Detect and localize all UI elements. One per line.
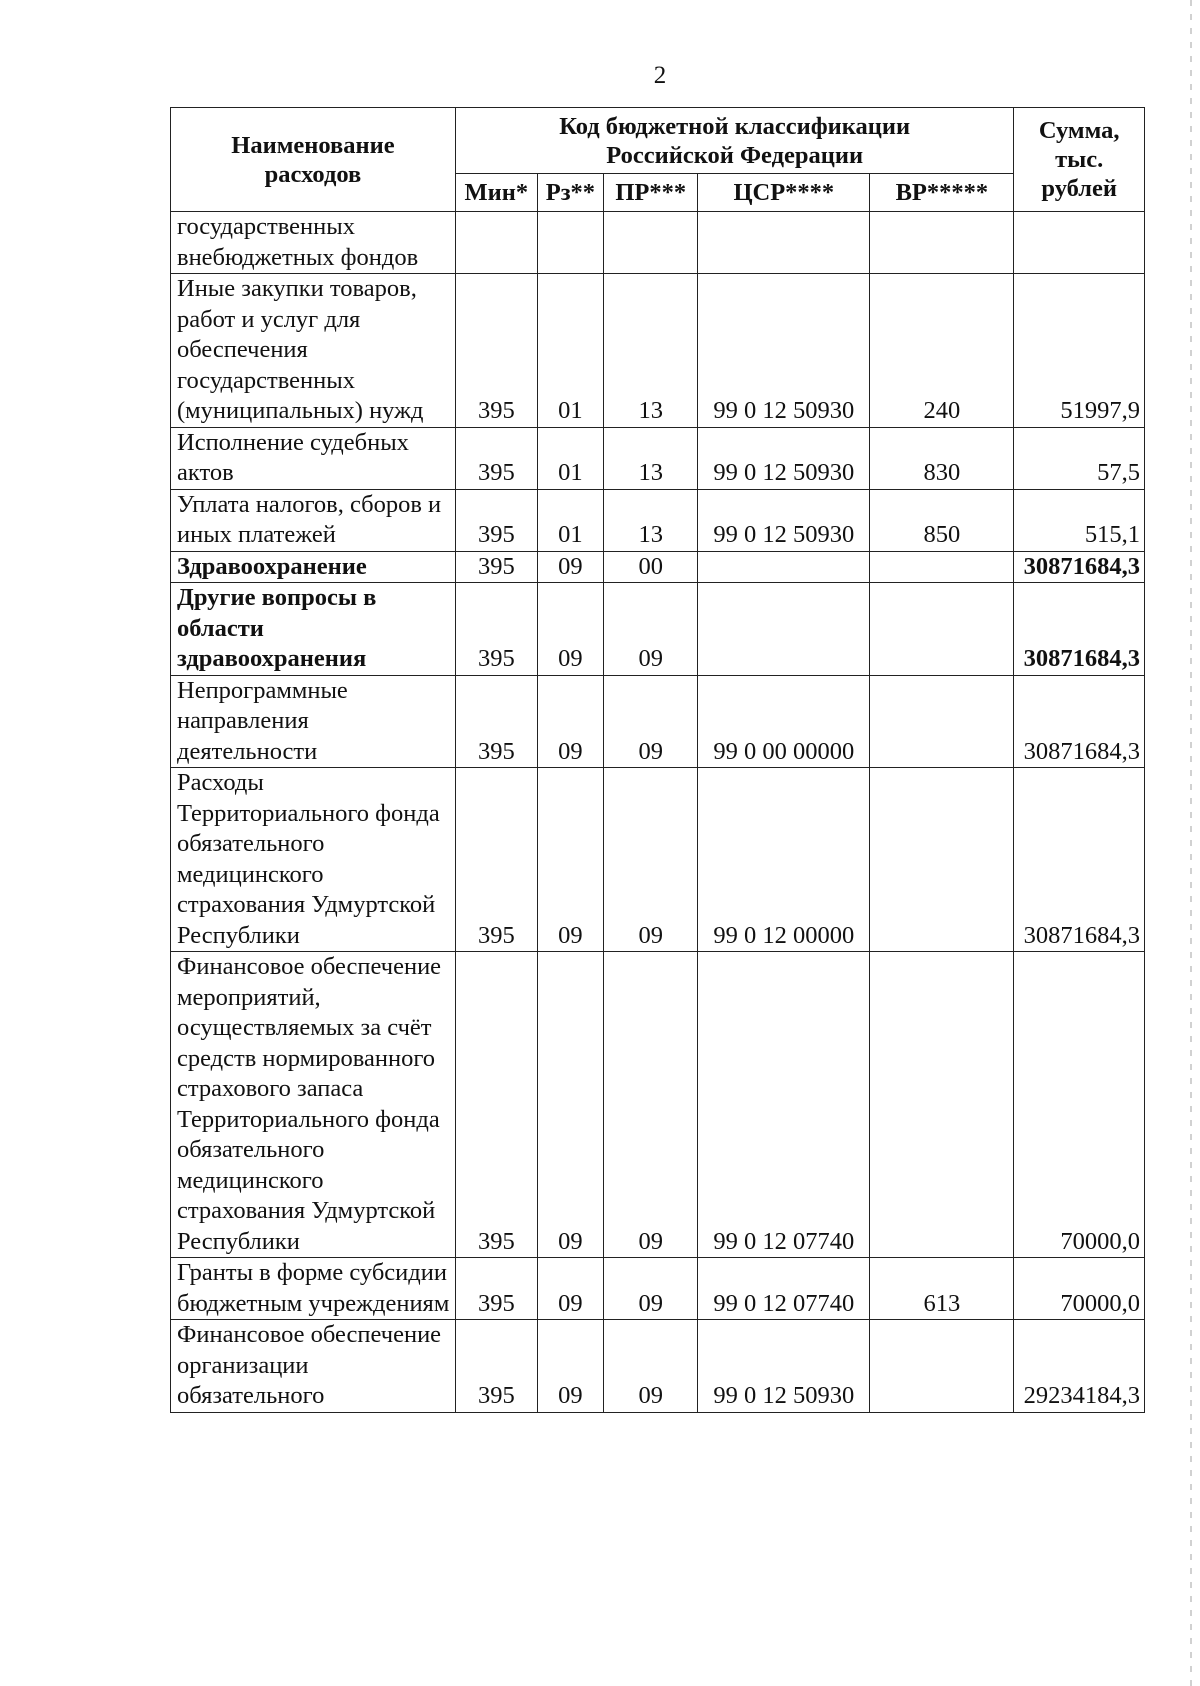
row-min: 395 <box>455 1320 537 1413</box>
row-csr: 99 0 12 50930 <box>698 1320 870 1413</box>
row-sum: 30871684,3 <box>1014 583 1145 676</box>
row-rz: 09 <box>537 768 603 952</box>
row-sum: 70000,0 <box>1014 952 1145 1258</box>
row-rz: 09 <box>537 583 603 676</box>
row-vr <box>870 768 1014 952</box>
table-row <box>171 551 1145 583</box>
table-row <box>171 489 1145 551</box>
row-min: 395 <box>455 489 537 551</box>
row-name: Исполнение судебных актов <box>171 427 456 489</box>
table-row <box>171 274 1145 428</box>
row-csr: 99 0 00 00000 <box>698 675 870 768</box>
row-pr: 09 <box>604 1320 698 1413</box>
row-pr: 09 <box>604 675 698 768</box>
row-min: 395 <box>455 551 537 583</box>
row-name: Уплата налогов, сборов и иных платежей <box>171 489 456 551</box>
row-pr: 09 <box>604 768 698 952</box>
row-vr <box>870 551 1014 583</box>
row-min: 395 <box>455 675 537 768</box>
header-name: Наименование расходов <box>171 108 456 212</box>
row-min: 395 <box>455 768 537 952</box>
header-rz: Рз** <box>537 174 603 212</box>
row-csr: 99 0 12 50930 <box>698 489 870 551</box>
row-sum: 30871684,3 <box>1014 675 1145 768</box>
row-rz: 01 <box>537 274 603 428</box>
table-row <box>171 1320 1145 1413</box>
row-csr: 99 0 12 07740 <box>698 1258 870 1320</box>
row-pr <box>604 212 698 274</box>
row-sum: 51997,9 <box>1014 274 1145 428</box>
scan-edge-artifact <box>1190 0 1192 1686</box>
table-row <box>171 212 1145 274</box>
page-number: 2 <box>653 62 667 89</box>
row-pr: 13 <box>604 427 698 489</box>
row-vr <box>870 675 1014 768</box>
row-csr: 99 0 12 00000 <box>698 768 870 952</box>
table-row <box>171 768 1145 952</box>
row-pr: 09 <box>604 583 698 676</box>
row-name: Иные закупки товаров, работ и услуг для обеспечения государственных (муниципальных) нужд <box>171 274 456 428</box>
row-rz: 09 <box>537 952 603 1258</box>
row-pr: 00 <box>604 551 698 583</box>
row-min: 395 <box>455 427 537 489</box>
row-pr: 09 <box>604 952 698 1258</box>
row-name: Непрограммные направления деятельности <box>171 675 456 768</box>
row-min: 395 <box>455 952 537 1258</box>
row-sum: 30871684,3 <box>1014 768 1145 952</box>
row-rz: 09 <box>537 551 603 583</box>
budget-table <box>170 107 1145 1413</box>
row-vr: 613 <box>870 1258 1014 1320</box>
row-csr: 99 0 12 07740 <box>698 952 870 1258</box>
table-row <box>171 952 1145 1258</box>
row-rz: 01 <box>537 427 603 489</box>
row-min: 395 <box>455 1258 537 1320</box>
row-name: Гранты в форме субсидии бюджетным учреждениям <box>171 1258 456 1320</box>
row-name: Финансовое обеспечение организации обязательного <box>171 1320 456 1413</box>
row-name: Финансовое обеспечение мероприятий, осуществляемых за счёт средств нормированного страхового запаса Территориального фонда обязательного медицинского страхования Удмуртской Республики <box>171 952 456 1258</box>
row-csr: 99 0 12 50930 <box>698 274 870 428</box>
row-sum: 30871684,3 <box>1014 551 1145 583</box>
table-body <box>171 212 1145 1413</box>
row-rz: 01 <box>537 489 603 551</box>
row-pr: 09 <box>604 1258 698 1320</box>
table-row <box>171 583 1145 676</box>
row-min: 395 <box>455 274 537 428</box>
row-name: государственных внебюджетных фондов <box>171 212 456 274</box>
row-sum: 515,1 <box>1014 489 1145 551</box>
table-row <box>171 675 1145 768</box>
row-pr: 13 <box>604 274 698 428</box>
row-vr: 850 <box>870 489 1014 551</box>
row-name: Здравоохранение <box>171 551 456 583</box>
table-row <box>171 427 1145 489</box>
row-vr <box>870 952 1014 1258</box>
header-csr: ЦСР**** <box>698 174 870 212</box>
row-rz: 09 <box>537 1258 603 1320</box>
header-pr: ПР*** <box>604 174 698 212</box>
row-vr <box>870 212 1014 274</box>
row-pr: 13 <box>604 489 698 551</box>
row-sum: 70000,0 <box>1014 1258 1145 1320</box>
row-csr <box>698 551 870 583</box>
row-csr <box>698 212 870 274</box>
row-vr: 830 <box>870 427 1014 489</box>
header-vr: ВР***** <box>870 174 1014 212</box>
row-min <box>455 212 537 274</box>
row-vr <box>870 583 1014 676</box>
table-header <box>171 108 1145 212</box>
row-rz <box>537 212 603 274</box>
row-name: Расходы Территориального фонда обязательного медицинского страхования Удмуртской Республики <box>171 768 456 952</box>
row-sum <box>1014 212 1145 274</box>
row-sum: 57,5 <box>1014 427 1145 489</box>
header-sum: Сумма, тыс. рублей <box>1014 108 1145 212</box>
row-vr <box>870 1320 1014 1413</box>
row-min: 395 <box>455 583 537 676</box>
row-rz: 09 <box>537 1320 603 1413</box>
row-csr: 99 0 12 50930 <box>698 427 870 489</box>
header-code-group: Код бюджетной классификации Российской Федерации <box>455 108 1013 174</box>
row-name: Другие вопросы в области здравоохранения <box>171 583 456 676</box>
row-vr: 240 <box>870 274 1014 428</box>
row-csr <box>698 583 870 676</box>
row-sum: 29234184,3 <box>1014 1320 1145 1413</box>
header-min: Мин* <box>455 174 537 212</box>
table-row <box>171 1258 1145 1320</box>
row-rz: 09 <box>537 675 603 768</box>
